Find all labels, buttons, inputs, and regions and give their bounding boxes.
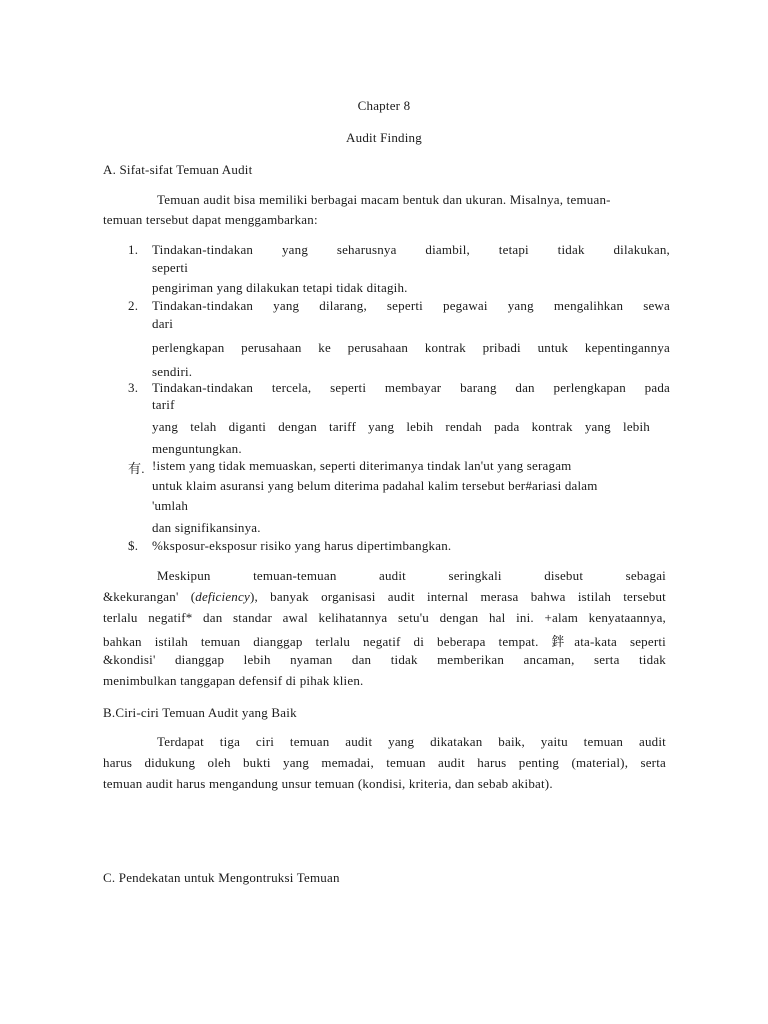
paragraph-line: &kondisi' dianggap lebih nyaman dan tidak memberikan ancaman, serta tidak	[103, 652, 666, 667]
paragraph-line: bahkan istilah temuan dianggap terlalu negatif di beberapa tempat. 鉡ata-kata seperti	[103, 634, 666, 649]
section-a-heading: A. Sifat-sifat Temuan Audit	[103, 162, 253, 177]
list-item-line: 'umlah	[152, 498, 189, 513]
list-item-line: %ksposur-eksposur risiko yang harus dipertimbangkan.	[152, 538, 452, 553]
paragraph-line: Meskipun temuan-temuan audit seringkali disebut sebagai	[157, 568, 666, 583]
list-item-line: dan signifikansinya.	[152, 520, 261, 535]
paragraph-line: harus didukung oleh bukti yang memadai, temuan audit harus penting (material), serta	[103, 755, 666, 770]
paragraph-line: temuan audit harus mengandung unsur temuan (kondisi, kriteria, dan sebab akibat).	[103, 776, 553, 791]
section-b-heading: B.Ciri-ciri Temuan Audit yang Baik	[103, 705, 297, 720]
list-item-line: menguntungkan.	[152, 441, 242, 456]
list-item-line: Tindakan-tindakan yang dilarang, seperti pegawai yang mengalihkan sewa	[152, 298, 670, 313]
list-item-number: 3.	[128, 380, 139, 395]
section-c-heading: C. Pendekatan untuk Mengontruksi Temuan	[103, 870, 340, 885]
paragraph-line	[103, 589, 666, 605]
list-item-line: pengiriman yang dilakukan tetapi tidak ditagih.	[152, 280, 408, 295]
paragraph-line: terlalu negatif* dan standar awal kelihatannya setu'u dengan hal ini. +alam kenyataannya,	[103, 610, 666, 625]
list-item-line: tarif	[152, 397, 175, 412]
list-item-line: sendiri.	[152, 364, 193, 379]
list-item-line: yang telah diganti dengan tariff yang lebih rendah pada kontrak yang lebih	[152, 419, 650, 434]
list-item-number: 2.	[128, 298, 139, 313]
paragraph-text: &kekurangan' (	[103, 589, 196, 604]
list-item-number: 有.	[128, 461, 145, 476]
list-item-line: untuk klaim asuransi yang belum diterima padahal kalim tersebut ber#ariasi dalam	[152, 478, 598, 493]
list-item-number: 1.	[128, 242, 139, 257]
list-item-line: Tindakan-tindakan yang seharusnya diambil, tetapi tidak dilakukan,	[152, 242, 670, 257]
list-item-line: seperti	[152, 260, 189, 275]
list-item-number: $.	[128, 538, 139, 553]
paragraph-line: menimbulkan tanggapan defensif di pihak klien.	[103, 673, 364, 688]
paragraph-line: Terdapat tiga ciri temuan audit yang dikatakan baik, yaitu temuan audit	[157, 734, 666, 749]
list-item-line: Tindakan-tindakan tercela, seperti membayar barang dan perlengkapan pada	[152, 380, 670, 395]
chapter-subtitle: Audit Finding	[346, 130, 422, 145]
list-item-line: perlengkapan perusahaan ke perusahaan kontrak pribadi untuk kepentingannya	[152, 340, 670, 355]
list-item-line: dari	[152, 316, 174, 331]
paragraph-emphasis: deficiency	[195, 589, 250, 604]
paragraph-text: ), banyak organisasi audit internal merasa bahwa istilah tersebut	[249, 589, 666, 604]
chapter-title: Chapter 8	[357, 98, 411, 113]
section-a-intro-line2: temuan tersebut dapat menggambarkan:	[103, 212, 318, 227]
list-item-line: !istem yang tidak memuaskan, seperti diterimanya tindak lan'ut yang seragam	[152, 458, 572, 473]
section-a-intro-line1: Temuan audit bisa memiliki berbagai macam bentuk dan ukuran. Misalnya, temuan-	[157, 192, 611, 207]
